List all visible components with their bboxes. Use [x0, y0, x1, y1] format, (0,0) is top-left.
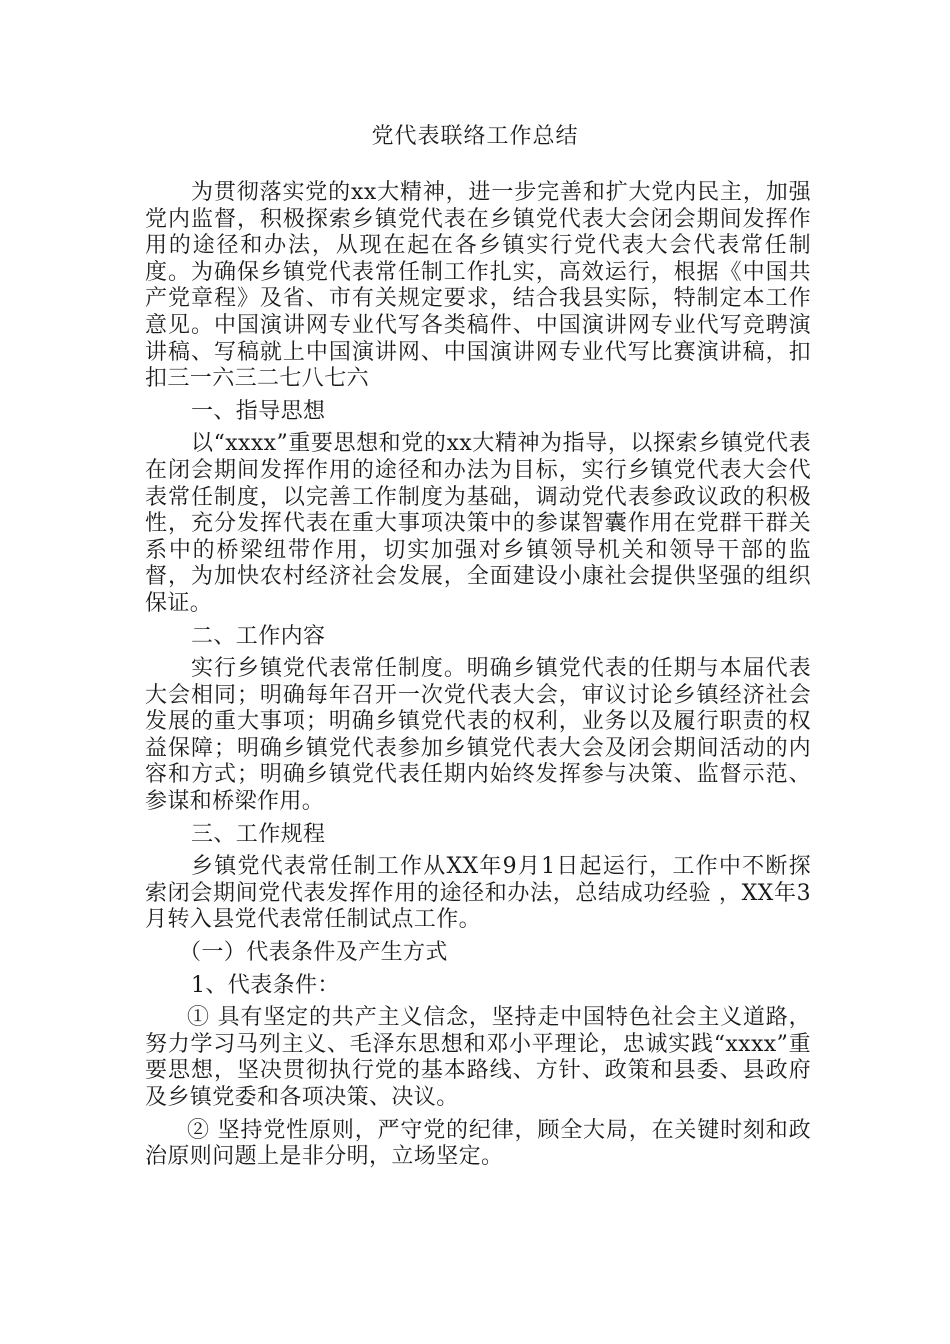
- section-heading-guiding-ideology: 一、指导思想: [191, 398, 326, 424]
- subsection-heading-qualifications: （一）代表条件及产生方式: [179, 940, 448, 966]
- work-procedure-paragraph: 乡镇党代表常任制工作从XX年9月1日起运行，工作中不断探索闭会期间党代表发挥作用的途径和办法，总结成功经验 ，XX年3月转入县党代表常任制试点工作。: [145, 854, 811, 933]
- guiding-ideology-paragraph: 以“xxxx”重要思想和党的xx大精神为指导，以探索乡镇党代表在闭会期间发挥作用的途径和办法为目标，实行乡镇党代表大会代表常任制度，以完善工作制度为基础，调动党代表参政议政的积极性，充分发挥代表在重大事项决策中的参谋智囊作用在党群干群关系中的桥梁纽带作用，切实加强对乡镇领导机关和领导干部的监督，为加快农村经济社会发展，全面建设小康社会提供坚强的组织保证。: [145, 431, 811, 616]
- condition-item-1: ① 具有坚定的共产主义信念，坚持走中国特色社会主义道路，努力学习马列主义、毛泽东思想和邓小平理论，忠诚实践“xxxx”重要思想，坚决贯彻执行党的基本路线、方针、政策和县委、县政府及乡镇党委和各项决策、决议。: [145, 1005, 811, 1110]
- intro-paragraph: 为贯彻落实党的xx大精神，进一步完善和扩大党内民主，加强党内监督，积极探索乡镇党代表在乡镇党代表大会闭会期间发挥作用的途径和办法，从现在起在各乡镇实行党代表大会代表常任制度。为确保乡镇党代表常任制工作扎实，高效运行，根据《中国共产党章程》及省、市有关规定要求，结合我县实际，特制定本工作意见。中国演讲网专业代写各类稿件、中国演讲网专业代写竞聘演讲稿、写稿就上中国演讲网、中国演讲网专业代写比赛演讲稿，扣扣三一六三二七八七六: [145, 180, 811, 392]
- document-title: 党代表联络工作总结: [371, 124, 579, 149]
- document-body: [145, 180, 811, 1177]
- work-content-paragraph: 实行乡镇党代表常任制度。明确乡镇党代表的任期与本届代表大会相同；明确每年召开一次党代表大会，审议讨论乡镇经济社会发展的重大事项；明确乡镇党代表的权利，业务以及履行职责的权益保障；明确乡镇党代表参加乡镇党代表大会及闭会期间活动的内容和方式；明确乡镇党代表任期内始终发挥参与决策、监督示范、参谋和桥梁作用。: [145, 656, 811, 815]
- section-heading-work-procedure: 三、工作规程: [191, 821, 326, 847]
- section-heading-work-content: 二、工作内容: [191, 623, 326, 649]
- condition-item-2: ② 坚持党性原则，严守党的纪律，顾全大局，在关键时刻和政治原则问题上是非分明，立场坚定。: [145, 1117, 811, 1170]
- item-heading-qualifications: 1、代表条件：: [191, 972, 340, 998]
